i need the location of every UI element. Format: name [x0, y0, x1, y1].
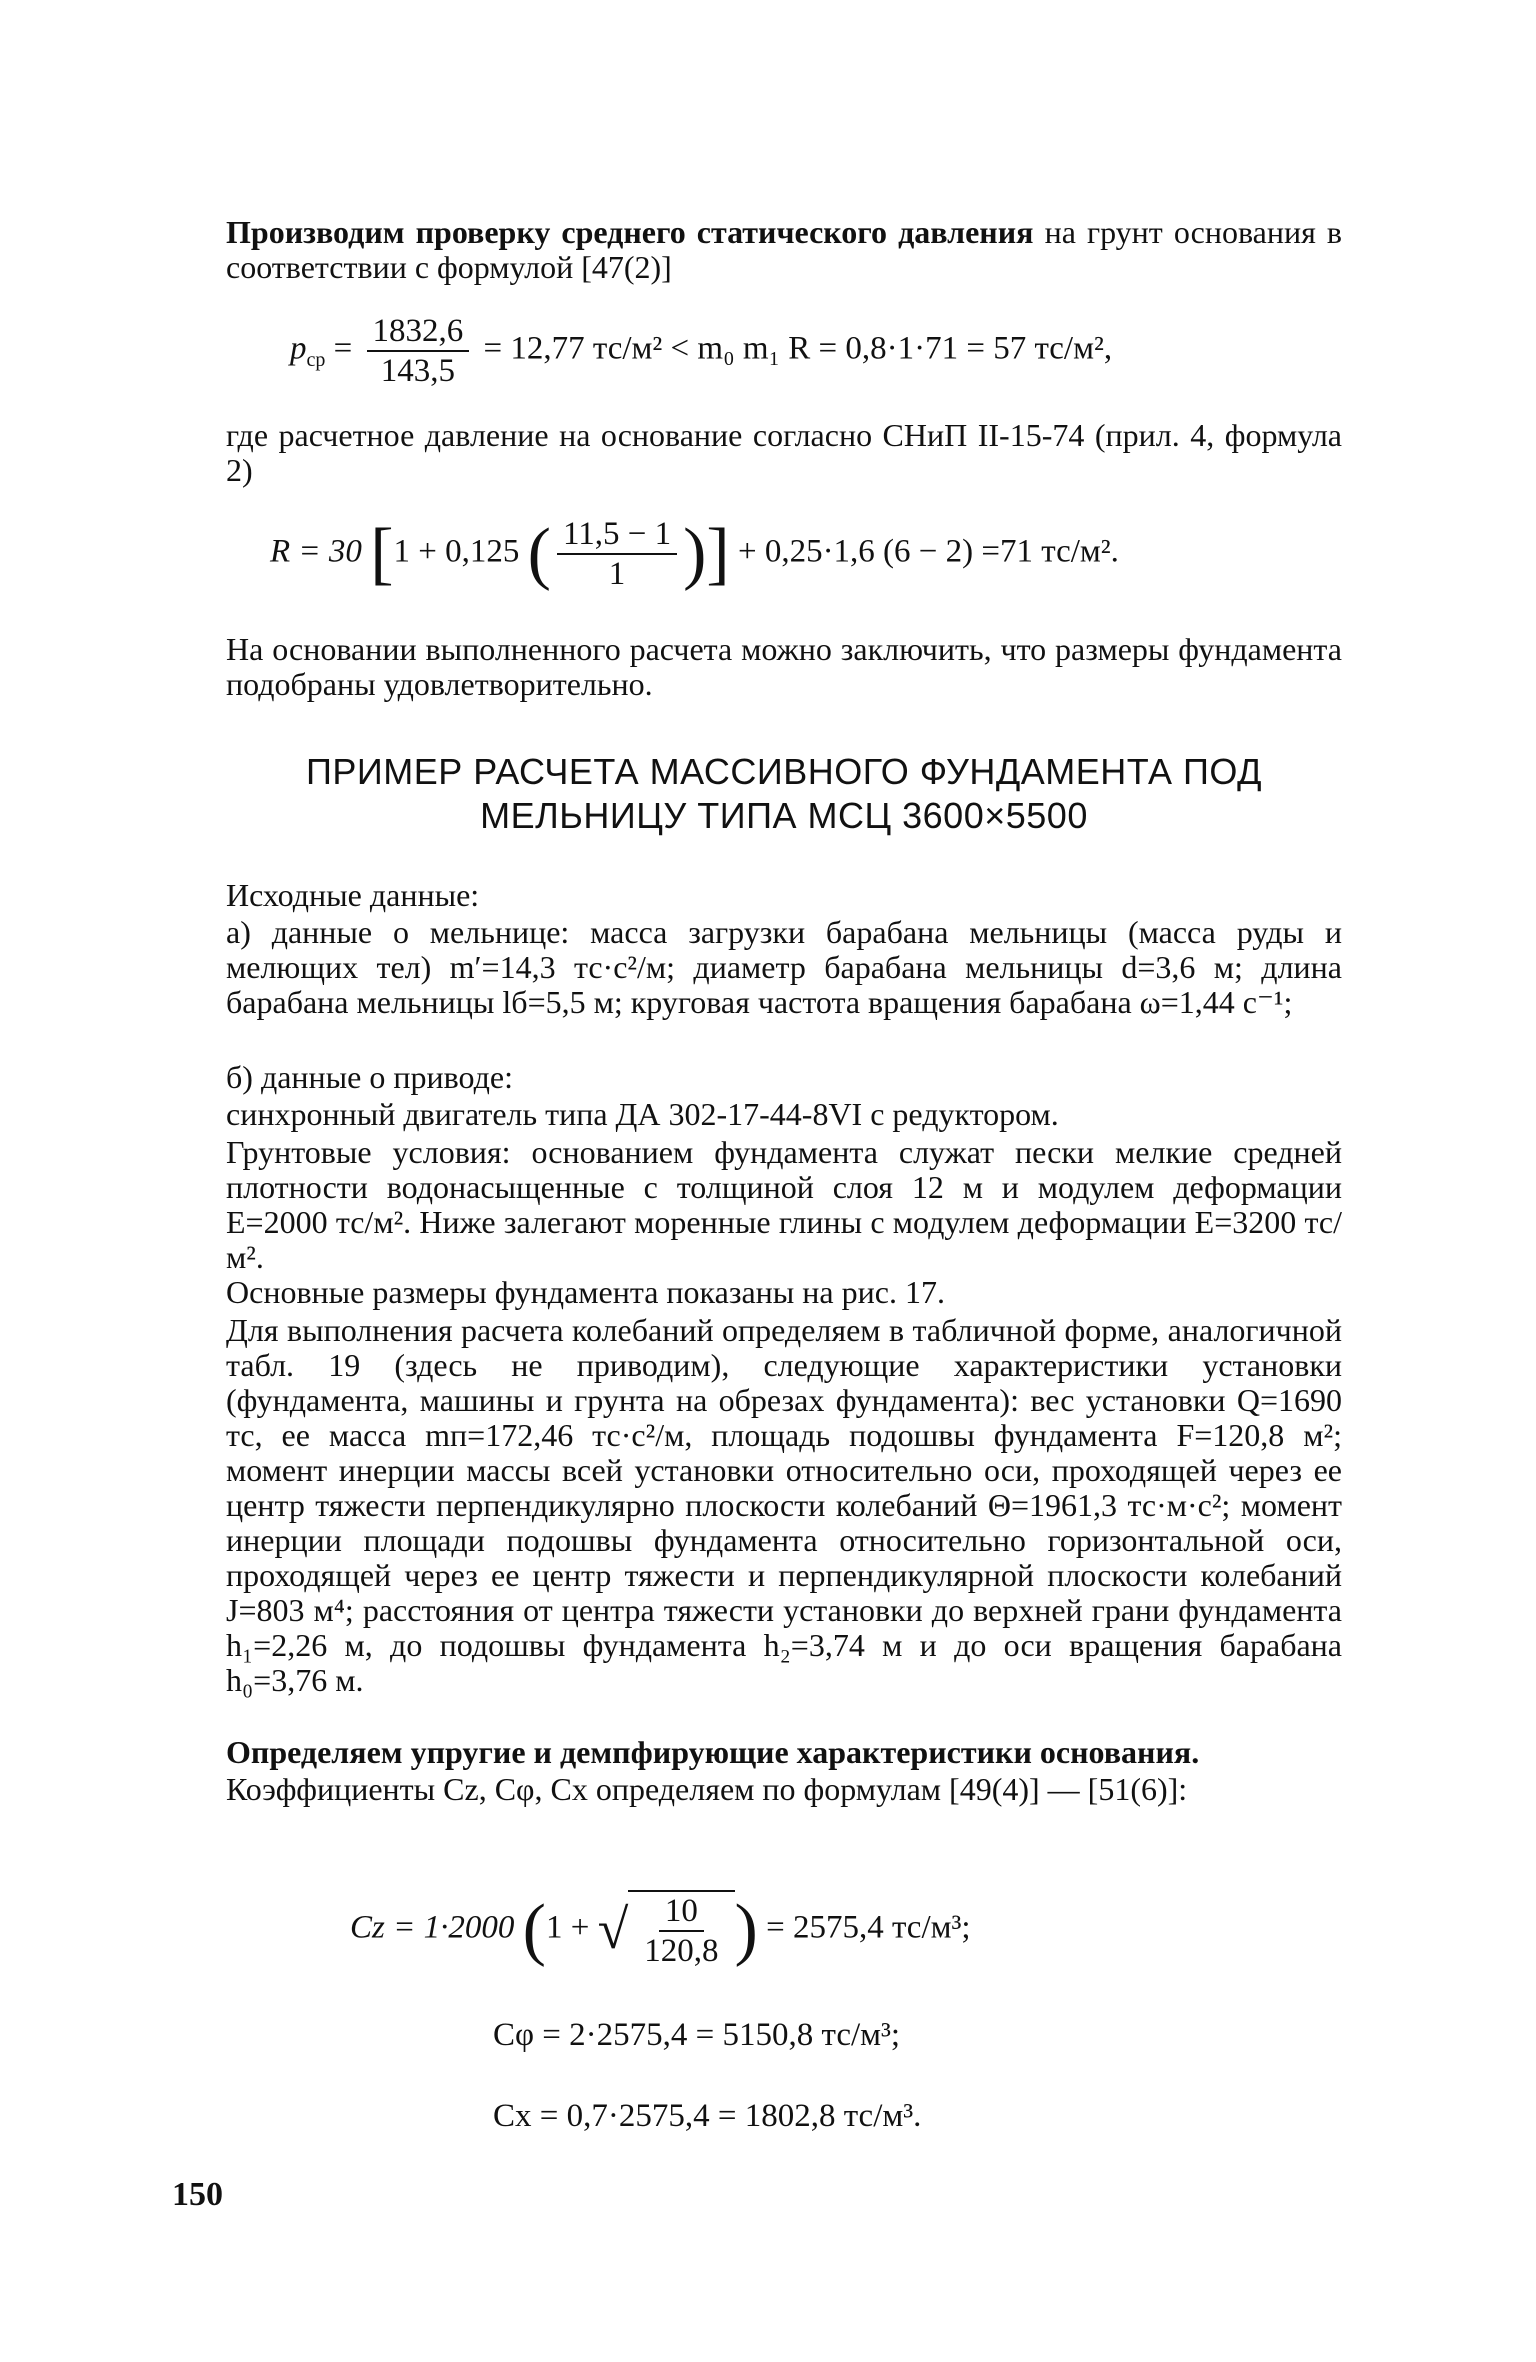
sqrt-icon: √ — [597, 1899, 629, 1961]
eq1-numerator: 1832,6 — [367, 312, 470, 352]
paragraph-calculation: Для выполнения расчета колебаний определяем в табличной форме, аналогичной табл. 19 (здесь не приводим), следующие характеристики установки (фундамента, машины и грунта на обрезах фундамента): вес установки Q=1690 тс, ее масса mп=172,46 тс·с²/м, площадь подошвы фундамента F=120,8 м²; момент инерции массы всей установки относительно оси, проходящей через ее центр тяжести перпендикулярно плоскости колебаний Θ=1961,3 тс·м·с²; момент инерции площади подошвы фундамента относительно горизонтальной оси, проходящей через ее центр тяжести и перпендикулярной плоскости колебаний J=803 м⁴; расстояния от центра тяжести установки до верхней грани фундамента h₁=2,26 м, до подошвы фундамента h₂=3,74 м и до оси вращения барабана h₀=3,76 м. — [226, 1312, 1342, 1698]
item-b-drive-title: б) данные о приводе: — [226, 1059, 513, 1095]
paragraph-pressure-check — [226, 215, 1342, 285]
eq3-denominator: 120,8 — [644, 1933, 719, 1969]
eq2-denominator: 1 — [608, 556, 626, 592]
eq1-lhs: p — [290, 330, 307, 367]
paragraph-soil: Грунтовые условия: основанием фундамента служат пески мелкие средней плотности водонасыщенные с толщиной слоя 12 м и модулем деформации E=2000 тс/м². Ниже залегают моренные глины с модулем деформации E=3200 тс/м². — [226, 1134, 1342, 1275]
paragraph-coefficients: Коэффициенты Cz, Cφ, Cx определяем по формулам [49(4)] — [51(6)]: — [226, 1771, 1188, 1807]
item-b-drive-text: синхронный двигатель типа ДА 302-17-44-8VI с редуктором. — [226, 1096, 1059, 1132]
equation-Cx: Cx = 0,7·2575,4 = 1802,8 тс/м³. — [493, 2098, 922, 2134]
paragraph-dimensions: Основные размеры фундамента показаны на рис. 17. — [226, 1274, 945, 1310]
paragraph-conclusion: На основании выполненного расчета можно заключить, что размеры фундамента подобраны удовлетворительно. — [226, 631, 1342, 702]
section-heading — [226, 750, 1342, 838]
eq1-denominator: 143,5 — [380, 353, 456, 389]
eq3-fraction — [638, 1892, 724, 1970]
equation-Cphi: Cφ = 2·2575,4 = 5150,8 тс/м³; — [493, 2017, 901, 2053]
source-data-title: Исходные данные: — [226, 877, 480, 913]
heading-line-2: МЕЛЬНИЦУ ТИПА МСЦ 3600×5500 — [480, 795, 1088, 836]
eq2-inner: 1 + 0,125 — [393, 533, 520, 570]
eq3-open-paren: ( — [522, 1891, 546, 1968]
eq3-close-paren: ) — [734, 1891, 758, 1968]
eq2-lhs: R = 30 — [270, 533, 362, 570]
eq3-numerator: 10 — [659, 1892, 704, 1932]
eq2-open-paren: ( — [527, 515, 551, 592]
eq1-rhs: = 12,77 тс/м² < m₀ m₁ R = 0,8·1·71 = 57 тс/м², — [483, 330, 1113, 367]
eq2-open-bracket: [ — [370, 515, 394, 592]
eq3-radicand — [628, 1890, 734, 1970]
eq3-inner: 1 + — [545, 1909, 590, 1946]
item-a-mill-data: а) данные о мельнице: масса загрузки барабана мельницы (масса руды и мелющих тел) m′=14,3 тс·с²/м; диаметр барабана мельницы d=3,6 м; длина барабана мельницы lб=5,5 м; круговая частота вращения барабана ω=1,44 с⁻¹; — [226, 914, 1342, 1020]
paragraph-lead-bold: Производим проверку среднего статического давления — [226, 214, 1034, 250]
eq2-fraction — [557, 515, 677, 593]
paragraph-rest: на грунт основания в соответствии с формулой [47(2)] — [226, 214, 1343, 285]
equation-R — [270, 515, 1119, 593]
paragraph-snip: где расчетное давление на основание согласно СНиП II-15-74 (прил. 4, формула 2) — [226, 417, 1342, 488]
page-number: 150 — [172, 2176, 223, 2213]
paragraph-bold-characteristics: Определяем упругие и демпфирующие характеристики основания. — [226, 1734, 1200, 1770]
equation-p-avg: $p_{ср}$ = $\frac{1832,6}{143,5}$ = 12,77 тс/м² < m₀ m₁ R = 0,8·1·71 = 57 тс/м², — [290, 313, 1113, 389]
eq2-rhs: + 0,25·1,6 (6 − 2) =71 тс/м². — [737, 533, 1119, 570]
eq3-lhs: Cz = 1·2000 — [350, 1909, 515, 1946]
eq2-numerator: 11,5 − 1 — [557, 515, 677, 555]
eq1-lhs-sub: ср — [306, 349, 326, 372]
eq3-rhs: = 2575,4 тс/м³; — [766, 1909, 971, 1946]
equation-Cz — [350, 1890, 971, 1970]
eq1-fraction — [367, 312, 470, 390]
eq2-close-bracket: ] — [706, 515, 730, 592]
eq2-close-paren: ) — [683, 515, 707, 592]
heading-line-1: ПРИМЕР РАСЧЕТА МАССИВНОГО ФУНДАМЕНТА ПОД — [305, 751, 1263, 792]
